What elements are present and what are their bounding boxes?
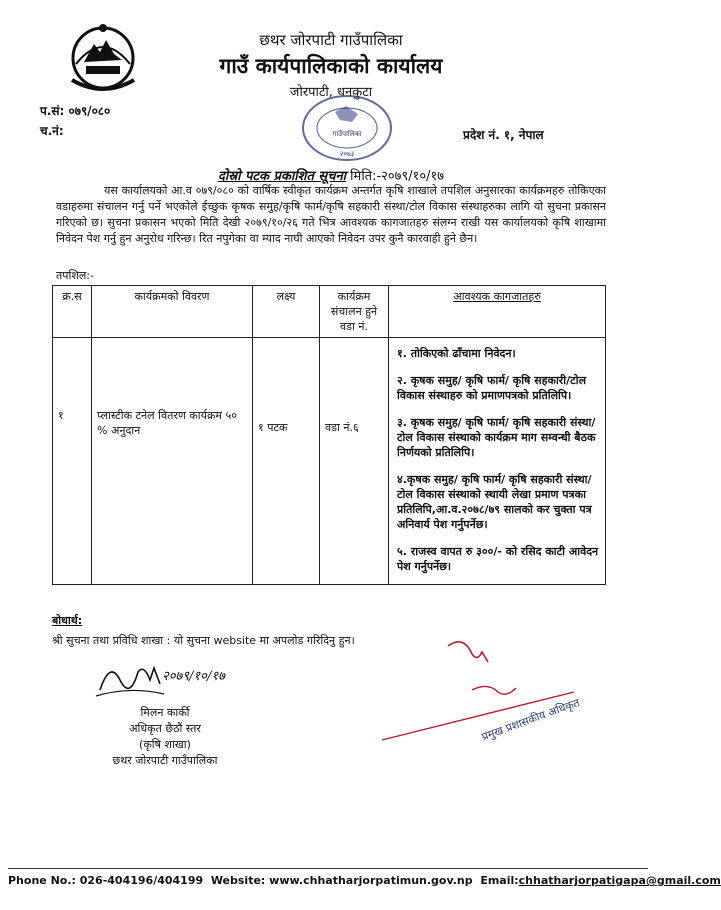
cell-target: १ पटक — [253, 338, 320, 585]
notice-date: मिति:-२०७९/१०/१७ — [350, 169, 445, 184]
cell-ward: वडा नं.६ — [320, 338, 389, 585]
cc-label: बोधार्थ: — [52, 614, 83, 627]
officer-name: मिलन कार्की — [140, 706, 190, 719]
details-label: तपशिल:- — [56, 269, 94, 282]
office-address: जोरपाटी, धनकुटा — [289, 85, 373, 100]
requirement-item: १. तोकिएको ढाँचामा निवेदन। — [397, 347, 516, 360]
notice-heading — [0, 166, 662, 184]
cell-program: प्लास्टीक टनेल वितरण कार्यक्रम ५० % अनुदान — [92, 338, 253, 585]
col-header-ward: कार्यक्रम संचालन हुने वडा नं. — [320, 286, 389, 338]
officer-office: छथर जोरपाटी गाउँपालिका — [112, 754, 218, 767]
notice-title: दोस्रो पटक प्रकाशित सूचना — [217, 169, 347, 184]
dispatch-number: च.नं: — [40, 124, 64, 138]
col-header-documents: आवश्यक कागजातहरु — [389, 286, 606, 338]
footer-divider — [8, 868, 648, 869]
footer-contact — [8, 874, 721, 887]
municipality-name: छथर जोरपाटी गाउँपालिका — [259, 31, 403, 49]
program-table — [52, 285, 606, 585]
cao-stamp — [378, 632, 582, 747]
office-seal-stamp — [300, 92, 394, 164]
notice-paragraph: यस कार्यालयको आ.व ०७९/०८० को वार्षिक स्वीकृत कार्यक्रम अन्तर्गत कृषि शाखाले तपशिल अनुसारका कार्यक्रमहरु तोकिएका वडाहरुमा संचालन गर्नु पर्ने भएकोले ईच्छुक कृषक समुह/कृषि फार्म/कृषि सहकारी संस्था/टोल विकास संस्थाहरुका लागि यो सुचना प्रकासन गरिएको छ। सुचना प्रकासन भएको मिति देखी २०७९/१०/२६ गते भित्र आवश्यक कागजातहरु संलग्न राखी यस कार्यालयको कृषि शाखामा निवेदन पेश गर्नु हुन अनुरोध गरिन्छ। रित नपुगेका वा म्याद नाघी आएको निवेदन उपर कुनै कारवाही हुने छैन। — [56, 184, 606, 245]
office-title: गाउँ कार्यपालिकाको कार्यालय — [219, 54, 443, 78]
table-header-row — [53, 286, 606, 338]
cc-text: श्री सुचना तथा प्रविधि शाखा : यो सुचना website मा अपलोड गरिदिनु हुन। — [52, 634, 355, 647]
svg-text:२०७३: २०७३ — [339, 150, 355, 158]
requirement-item: ३. कृषक समुह/ कृषि फार्म/ कृषि सहकारी संस्था/टोल विकास संस्थाको कार्यक्रम माग सम्वन्धी बैठक निर्णयको प्रतिलिपि। — [397, 416, 596, 459]
footer-email[interactable]: chhatharjorpatigapa@gmail.com — [518, 874, 721, 887]
svg-text:गाउँपालिका: गाउँपालिका — [332, 130, 362, 138]
footer-phone: Phone No.: 026-404196/404199 — [8, 874, 204, 887]
cao-stamp-text: प्रमुख प्रशासकीय अधिकृत — [479, 695, 582, 744]
officer-post: अधिकृत छैठौं स्तर — [129, 722, 201, 735]
col-header-target: लक्ष्य — [253, 286, 320, 338]
col-header-program: कार्यक्रमको विवरण — [92, 286, 253, 338]
footer-website[interactable]: Website: www.chhatharjorpatimun.gov.np — [210, 874, 473, 887]
requirement-item: २. कृषक समुह/ कृषि फार्म/ कृषि सहकारी/टोल विकास संस्थाहरु को प्रमाणपत्रको प्रतिलिपि। — [397, 374, 587, 402]
requirement-item: ५. राजस्व वापत रु ३००/- को रसिद काटी आवेदन पेश गर्नुपर्नेछ। — [397, 545, 599, 573]
table-row — [53, 338, 606, 585]
signature-date-text: २०७९/१०/१७ — [162, 669, 225, 684]
cell-requirements — [389, 338, 606, 585]
signatory-block — [100, 705, 230, 769]
letter-ref-number: प.सं: ०७९/०८० — [40, 104, 111, 118]
officer-section: (कृषि शाखा) — [139, 738, 191, 751]
province-label: प्रदेश नं. १, नेपाल — [463, 128, 544, 142]
col-header-sn: क्र.स — [53, 286, 92, 338]
cell-sn: १ — [53, 338, 92, 585]
requirement-item: ४.कृषक समुह/ कृषि फार्म/ कृषि सहकारी संस्था/टोल विकास संस्थाको स्थायी लेखा प्रमाण पत्रका प्रतिलिपि,आ.व.२०७८/७९ सालको कर चुक्ता पत्र अनिवार्य पेश गर्नुपर्नेछ। — [397, 473, 592, 531]
officer-signature — [90, 650, 230, 706]
footer-email-label: Email: — [480, 874, 519, 887]
